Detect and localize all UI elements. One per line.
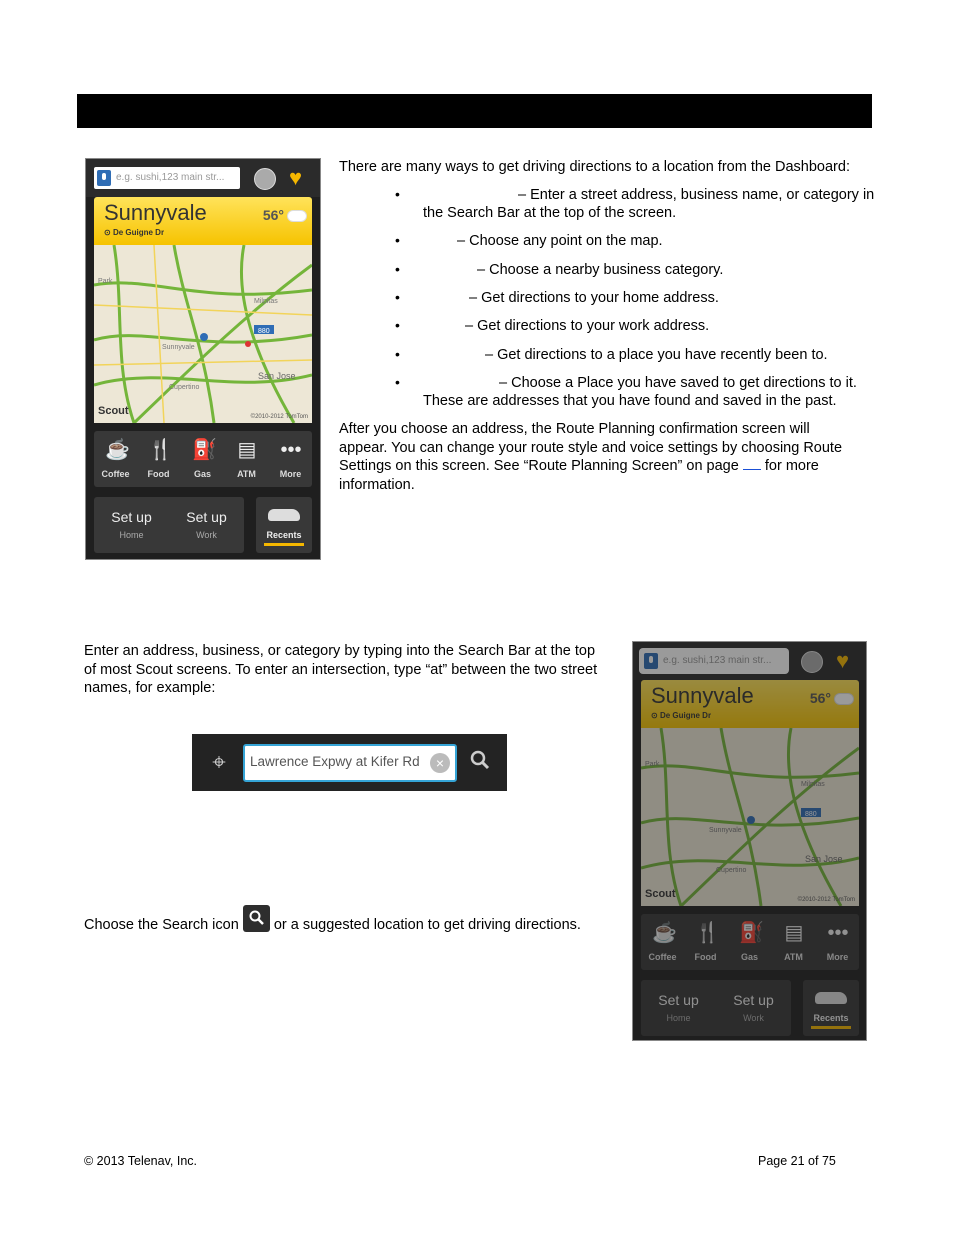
search-icon[interactable] bbox=[468, 750, 492, 774]
weather-panel bbox=[94, 197, 312, 245]
profile-avatar-icon[interactable] bbox=[801, 651, 823, 673]
phone-street: ⊙ De Guigne Dr bbox=[104, 228, 165, 237]
dashboard-screenshot bbox=[85, 158, 321, 560]
search-icon bbox=[243, 905, 270, 932]
more-dots-icon: ••• bbox=[280, 439, 302, 461]
footer-copyright: © 2013 Telenav, Inc. bbox=[84, 1154, 197, 1168]
map-roads bbox=[94, 245, 312, 423]
setup-home-button[interactable]: Set up Home bbox=[658, 992, 699, 1023]
coffee-cup-icon: ☕ bbox=[652, 922, 677, 944]
coffee-cup-icon: ☕ bbox=[105, 439, 130, 461]
phone-search-bar[interactable]: e.g. sushi,123 main str... bbox=[641, 650, 787, 672]
phone-map[interactable]: Park Milpitas 880 Sunnyvale Cupertino San Jose Scout ©2010-2012 TomTom bbox=[641, 728, 859, 906]
svg-text:880: 880 bbox=[258, 328, 270, 335]
phone-city: Sunnyvale bbox=[104, 200, 207, 225]
intersection-search-example bbox=[192, 734, 507, 791]
car-icon bbox=[268, 509, 300, 521]
partly-cloudy-icon bbox=[288, 211, 306, 221]
search-input[interactable] bbox=[243, 744, 457, 782]
category-bar bbox=[641, 914, 859, 970]
category-gas[interactable]: ⛽ Gas bbox=[739, 922, 764, 962]
choose-search-paragraph: Choose the Search icon or a suggested location to get driving directions. bbox=[84, 905, 624, 935]
category-coffee[interactable]: ☕ Coffee bbox=[648, 922, 677, 962]
search-bar-screenshot bbox=[632, 641, 867, 1041]
gas-pump-icon: ⛽ bbox=[192, 439, 217, 461]
phone-top-bar bbox=[633, 642, 866, 680]
more-dots-icon: ••• bbox=[827, 922, 849, 944]
svg-text:Sunnyvale: Sunnyvale bbox=[709, 827, 742, 834]
category-more[interactable]: ••• More bbox=[279, 439, 302, 479]
phone-temperature: 56° bbox=[262, 207, 284, 223]
category-atm[interactable]: ▤ ATM bbox=[237, 439, 257, 479]
page-link[interactable] bbox=[743, 457, 761, 470]
recents-button[interactable]: Recents bbox=[256, 497, 312, 553]
phone-search-bar[interactable] bbox=[94, 167, 240, 189]
category-coffee[interactable]: ☕ Coffee bbox=[101, 439, 130, 479]
svg-text:Sunnyvale: Sunnyvale bbox=[162, 344, 195, 351]
gas-pump-icon: ⛽ bbox=[739, 922, 764, 944]
map-copyright: ©2010-2012 TomTom bbox=[250, 414, 308, 420]
microphone-icon[interactable] bbox=[644, 653, 658, 669]
svg-text:San Jose: San Jose bbox=[805, 854, 843, 864]
profile-avatar-icon[interactable] bbox=[254, 168, 276, 190]
setup-buttons bbox=[94, 497, 244, 553]
svg-text:Milpitas: Milpitas bbox=[254, 298, 278, 305]
search-input-value: Lawrence Expwy at Kifer Rd bbox=[250, 754, 420, 769]
svg-text:San Jose: San Jose bbox=[258, 371, 296, 381]
atm-card-icon: ▤ bbox=[784, 922, 804, 944]
svg-text:Milpitas: Milpitas bbox=[801, 781, 825, 788]
setup-work-button[interactable]: Set up Work bbox=[733, 992, 774, 1023]
atm-card-icon: ▤ bbox=[237, 439, 257, 461]
fork-knife-icon: 🍴 bbox=[148, 439, 173, 461]
section-header-bar bbox=[77, 94, 872, 128]
phone-top-bar bbox=[86, 159, 320, 197]
partly-cloudy-icon bbox=[835, 694, 853, 704]
heart-icon[interactable]: ♥ bbox=[836, 648, 850, 673]
footer-page-number: Page 21 of 75 bbox=[758, 1154, 836, 1168]
clear-icon[interactable]: × bbox=[430, 753, 450, 773]
category-more[interactable]: ••• More bbox=[826, 922, 849, 962]
microphone-icon[interactable] bbox=[97, 170, 111, 186]
category-atm[interactable]: ▤ ATM bbox=[784, 922, 804, 962]
phone-map[interactable] bbox=[94, 245, 312, 423]
fork-knife-icon: 🍴 bbox=[695, 922, 720, 944]
svg-text:Park: Park bbox=[98, 278, 113, 285]
category-food[interactable]: 🍴 Food bbox=[694, 922, 720, 962]
search-paragraph: Enter an address, business, or category by typing into the Search Bar at the top of most Scout screens. To enter an intersection, type “at” between the two street names, for example: bbox=[84, 643, 598, 696]
svg-text:Park: Park bbox=[645, 761, 660, 768]
setup-home-button[interactable]: Set up Home bbox=[111, 509, 152, 540]
crosshair-icon[interactable]: ⌖ bbox=[212, 749, 226, 776]
weather-panel: Sunnyvale ⊙ De Guigne Dr 56° bbox=[641, 680, 859, 728]
map-roads bbox=[641, 728, 859, 906]
svg-text:Cupertino: Cupertino bbox=[716, 867, 747, 874]
scout-logo: Scout bbox=[98, 405, 129, 417]
after-choose-paragraph: After you choose an address, the Route Planning confirmation screen will appear. You can change your route style and voice settings by choosing Route Settings on this screen. See “Route Planning Screen” on page for more information. bbox=[339, 421, 843, 493]
phone-search-placeholder: e.g. sushi,123 main str... bbox=[116, 172, 225, 183]
svg-text:880: 880 bbox=[805, 811, 817, 818]
category-food[interactable]: 🍴 Food bbox=[147, 439, 173, 479]
setup-work-button[interactable]: Set up Work bbox=[186, 509, 227, 540]
category-gas[interactable]: ⛽ Gas bbox=[192, 439, 217, 479]
category-bar bbox=[94, 431, 312, 487]
car-icon bbox=[815, 992, 847, 1004]
svg-text:Cupertino: Cupertino bbox=[169, 384, 200, 391]
recents-button[interactable]: Recents bbox=[803, 980, 859, 1036]
heart-icon[interactable]: ♥ bbox=[289, 165, 303, 190]
setup-buttons bbox=[641, 980, 791, 1036]
intro-text: There are many ways to get driving directions to a location from the Dashboard: bbox=[339, 159, 850, 175]
